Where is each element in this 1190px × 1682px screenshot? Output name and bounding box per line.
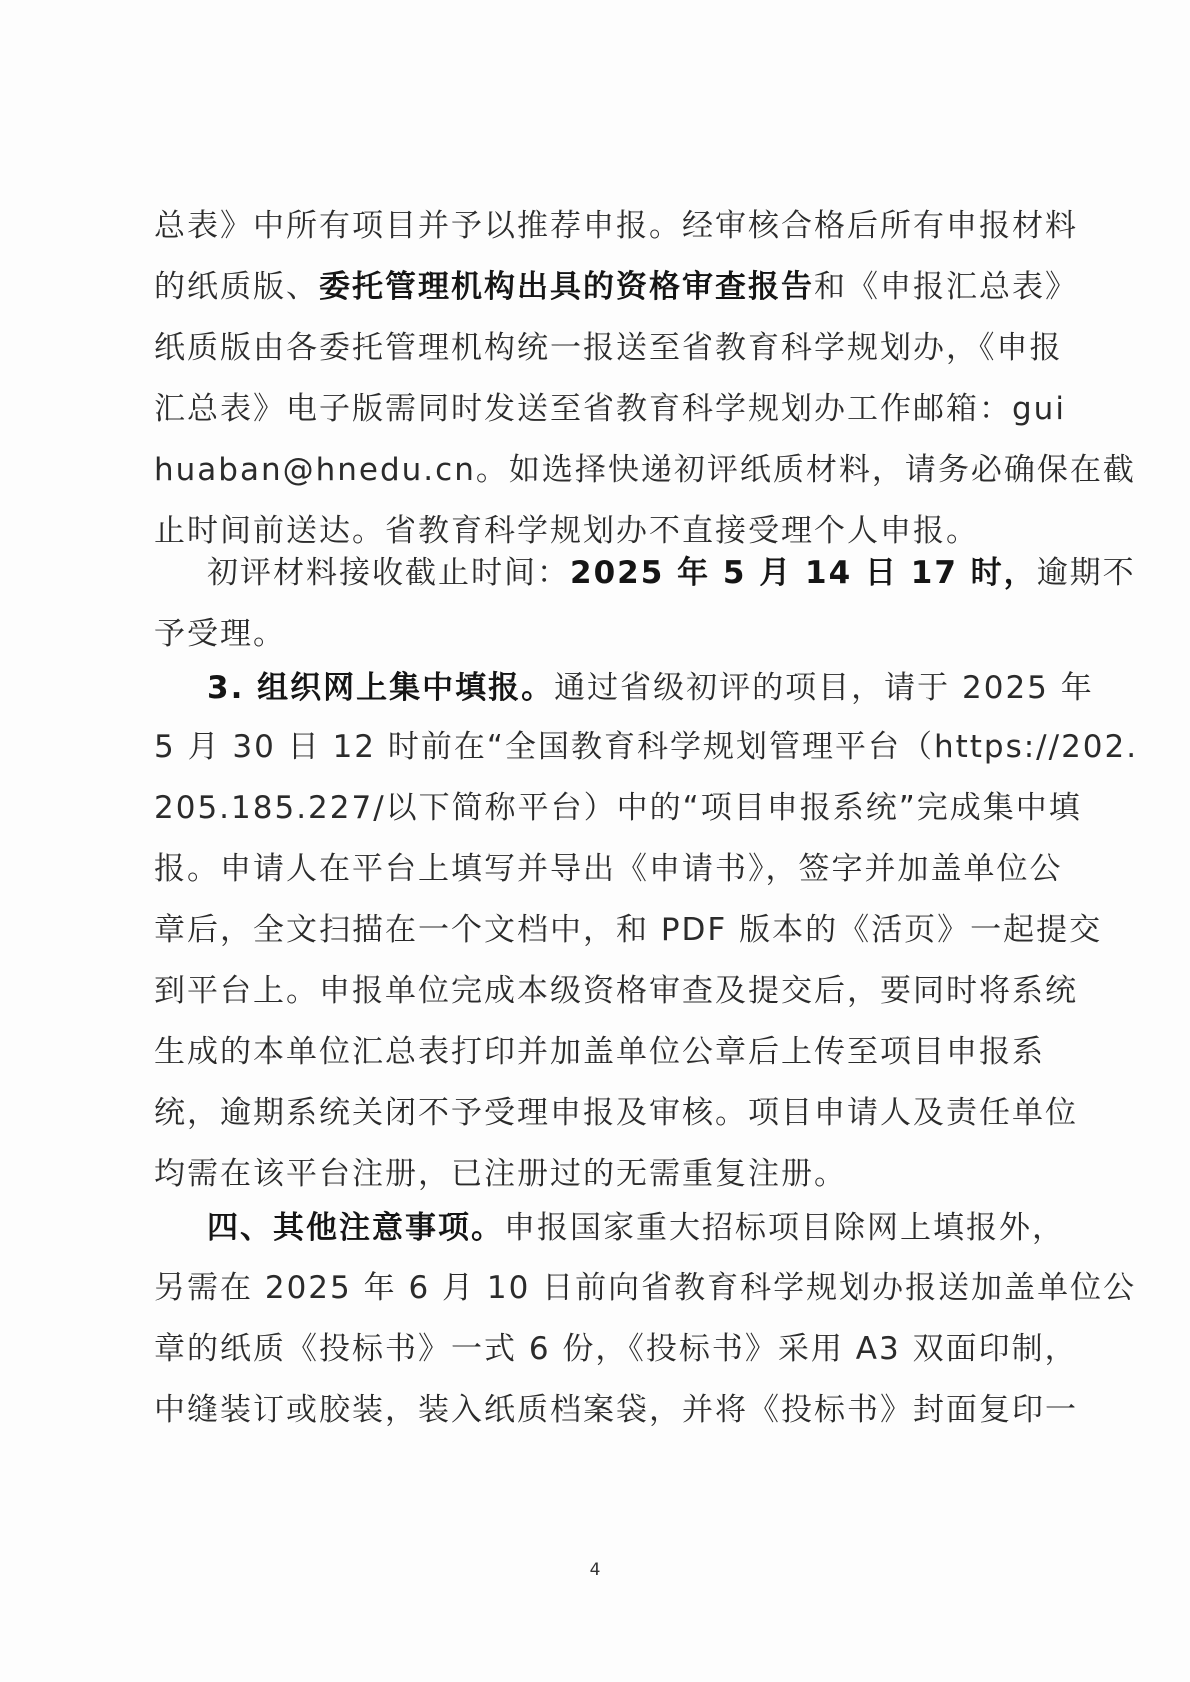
text-segment: 止时间前送达。省教育科学规划办不直接受理个人申报。 xyxy=(154,513,979,549)
text-segment: 生成的本单位汇总表打印并加盖单位公章后上传至项目申报系 xyxy=(154,1034,1045,1070)
text-segment: 予受理。 xyxy=(154,616,286,652)
text-segment: 到平台上。申报单位完成本级资格审查及提交后，要同时将系统 xyxy=(154,973,1078,1009)
text-line xyxy=(154,971,1078,1011)
text-line xyxy=(154,206,1078,246)
text-line xyxy=(154,1032,1045,1072)
text-line xyxy=(154,511,979,551)
text-segment: 申报国家重大招标项目除网上填报外， xyxy=(504,1210,1065,1246)
text-line xyxy=(154,1154,847,1194)
text-segment: 统，逾期系统关闭不予受理申报及审核。项目申请人及责任单位 xyxy=(154,1095,1078,1131)
text-segment: 的纸质版、 xyxy=(154,269,319,305)
text-segment: 和《申报汇总表》 xyxy=(814,269,1078,305)
text-segment: 初评材料接收截止时间： xyxy=(207,555,570,591)
text-segment: 均需在该平台注册，已注册过的无需重复注册。 xyxy=(154,1156,847,1192)
text-line xyxy=(154,1329,1078,1369)
text-line xyxy=(154,267,1078,307)
text-segment: 纸质版由各委托管理机构统一报送至省教育科学规划办，《申报 xyxy=(154,330,1063,366)
text-line xyxy=(154,910,1103,950)
bold-text-segment: 2025 年 5 月 14 日 17 时， xyxy=(570,555,1037,591)
text-line xyxy=(154,849,1063,889)
text-segment: huaban@hnedu.cn。如选择快递初评纸质材料，请务必确保在截 xyxy=(154,452,1136,488)
text-line xyxy=(207,553,1136,593)
text-segment: 章的纸质《投标书》一式 6 份，《投标书》采用 A3 双面印制， xyxy=(154,1331,1078,1367)
text-line xyxy=(154,1390,1078,1430)
text-segment: 通过省级初评的项目，请于 2025 年 xyxy=(554,670,1094,706)
text-line xyxy=(154,614,286,654)
text-segment: 205.185.227/以下简称平台）中的“项目申报系统”完成集中填 xyxy=(154,790,1082,826)
text-line xyxy=(154,389,1066,429)
text-line xyxy=(154,328,1063,368)
bold-text-segment: 3. 组织网上集中填报。 xyxy=(207,670,555,706)
text-line xyxy=(154,727,1139,767)
text-segment: 章后，全文扫描在一个文档中，和 PDF 版本的《活页》一起提交 xyxy=(154,912,1103,948)
text-segment: 逾期不 xyxy=(1036,555,1136,591)
text-line xyxy=(207,1208,1065,1248)
text-line xyxy=(154,450,1136,490)
text-line xyxy=(154,1093,1078,1133)
text-segment: 5 月 30 日 12 时前在“全国教育科学规划管理平台（https://202. xyxy=(154,729,1139,765)
text-segment: 中缝装订或胶装，装入纸质档案袋，并将《投标书》封面复印一 xyxy=(154,1392,1078,1428)
text-segment: 另需在 2025 年 6 月 10 日前向省教育科学规划办报送加盖单位公 xyxy=(154,1270,1137,1306)
text-segment: 报。申请人在平台上填写并导出《申请书》，签字并加盖单位公 xyxy=(154,851,1063,887)
text-line xyxy=(154,788,1082,828)
text-line xyxy=(207,668,1094,708)
text-segment: 汇总表》电子版需同时发送至省教育科学规划办工作邮箱：gui xyxy=(154,391,1066,427)
bold-text-segment: 四、其他注意事项。 xyxy=(207,1210,504,1246)
bold-text-segment: 委托管理机构出具的资格审查报告 xyxy=(319,269,814,305)
text-line xyxy=(154,1268,1137,1308)
page-number: 4 xyxy=(589,1560,601,1580)
text-segment: 总表》中所有项目并予以推荐申报。经审核合格后所有申报材料 xyxy=(154,208,1078,244)
